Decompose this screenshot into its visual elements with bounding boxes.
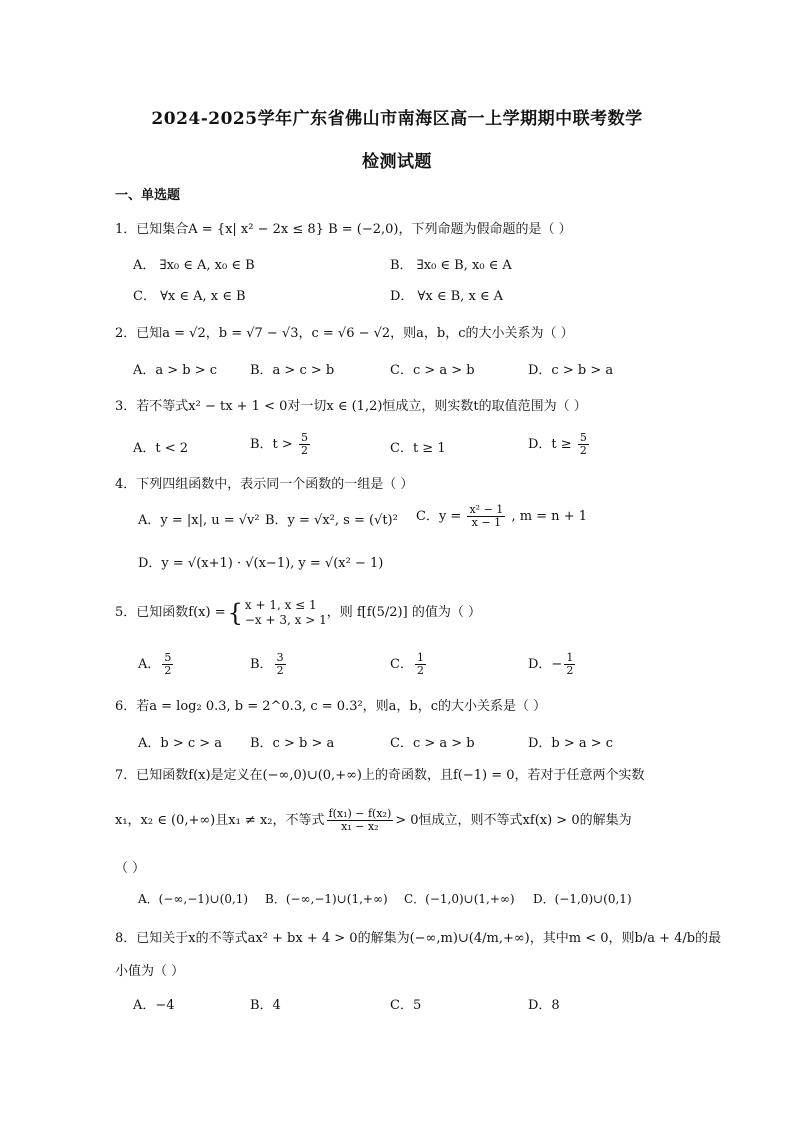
exam-title-line1: 2024-2025学年广东省佛山市南海区高一上学期期中联考数学 — [151, 109, 643, 129]
q5-option-b — [250, 652, 288, 677]
q5-option-a-fraction — [162, 652, 173, 677]
q4-option-c-fraction — [467, 504, 505, 529]
q7-stem-line2 — [115, 808, 632, 833]
q1-option-a: A． ∃x₀ ∈ A, x₀ ∈ B — [133, 258, 255, 273]
q5-option-d-fraction — [564, 652, 575, 677]
fraction-denominator: 2 — [416, 664, 424, 677]
q4-option-c — [416, 504, 587, 529]
q7-stem-line1: 7．已知函数f(x)是定义在(−∞,0)∪(0,+∞)上的奇函数，且f(−1) = 0，若对于任意两个实数 — [115, 768, 645, 783]
fraction-numerator: 5 — [300, 431, 308, 444]
q7-stem-line2-prefix: x₁，x₂ ∈ (0,+∞)且x₁ ≠ x₂，不等式 — [115, 812, 325, 828]
q7-option-c: C．(−1,0)∪(1,+∞) — [404, 892, 515, 906]
q4-option-d: D．y = √(x+1) · √(x−1), y = √(x² − 1) — [138, 556, 384, 571]
q5-stem — [115, 598, 481, 628]
q5-option-c-fraction — [415, 652, 426, 677]
q6-option-d: D．b > a > c — [528, 736, 614, 751]
q7-fraction — [327, 808, 394, 833]
q6-option-a: A．b > c > a — [138, 736, 223, 751]
q4-stem: 4．下列四组函数中，表示同一个函数的一组是（ ） — [115, 477, 414, 492]
q4-option-a: A．y = |x|, u = √v² — [138, 513, 260, 528]
q8-option-c: C．5 — [390, 998, 422, 1013]
q2-option-c: C．c > a > b — [390, 363, 475, 378]
exam-title-line2: 检测试题 — [362, 152, 432, 172]
piecewise-case-1: x + 1, x ≤ 1 — [244, 598, 317, 612]
q5-option-c — [390, 652, 428, 677]
q4-option-c-prefix: C．y = — [416, 509, 462, 524]
q5-option-a-prefix: A． — [138, 657, 161, 672]
q3-option-b — [250, 432, 312, 457]
q6-option-b: B．c > b > a — [250, 736, 335, 751]
q2-option-a: A．a > b > c — [133, 363, 218, 378]
q2-option-b: B．a > c > b — [250, 363, 335, 378]
q8-stem-line1: 8．已知关于x的不等式ax² + bx + 4 > 0的解集为(−∞,m)∪(4/m,+∞)，其中m < 0，则b/a + 4/b的最 — [115, 931, 722, 946]
q8-option-a: A．−4 — [133, 998, 175, 1013]
q3-stem: 3．若不等式x² − tx + 1 < 0对一切x ∈ (1,2)恒成立，则实数t的取值范围为（ ） — [115, 399, 587, 414]
fraction-numerator: 5 — [164, 651, 172, 664]
fraction-numerator: 5 — [579, 431, 587, 444]
q4-option-c-suffix: , m = n + 1 — [511, 509, 587, 524]
q3-option-d-fraction — [578, 432, 589, 457]
q3-option-d-prefix: D．t ≥ — [528, 437, 572, 452]
brace-icon: { — [227, 599, 243, 627]
fraction-numerator: 1 — [416, 651, 424, 664]
q1-option-b: B． ∃x₀ ∈ B, x₀ ∈ A — [390, 258, 512, 273]
q3-option-a: A．t < 2 — [133, 441, 189, 456]
fraction-denominator: 2 — [566, 664, 574, 677]
q1-option-c: C． ∀x ∈ A, x ∈ B — [133, 289, 246, 304]
section-heading: 一、单选题 — [115, 188, 181, 203]
q3-option-b-prefix: B．t > — [250, 437, 293, 452]
q7-stem-line2-suffix: > 0恒成立，则不等式xf(x) > 0的解集为 — [395, 812, 632, 828]
q2-option-d: D．c > b > a — [528, 363, 614, 378]
q8-stem-line2: 小值为（ ） — [115, 964, 185, 979]
fraction-denominator: x − 1 — [471, 516, 502, 529]
piecewise-case-2: −x + 3, x > 1 — [244, 613, 327, 627]
q7-stem-line3: （ ） — [115, 861, 146, 876]
q6-option-c: C．c > a > b — [390, 736, 475, 751]
q7-option-d: D．(−1,0)∪(0,1) — [533, 892, 632, 906]
q1-option-d: D． ∀x ∈ B, x ∈ A — [390, 289, 504, 304]
q2-stem: 2．已知a = √2，b = √7 − √3，c = √6 − √2，则a，b，c的大小关系为（ ） — [115, 326, 574, 341]
q5-stem-prefix: 5．已知函数f(x) = — [115, 605, 226, 620]
q5-option-b-fraction — [275, 652, 286, 677]
fraction-denominator: 2 — [164, 664, 172, 677]
fraction-denominator: x₁ − x₂ — [341, 820, 379, 833]
q7-option-a: A．(−∞,−1)∪(0,1) — [138, 892, 249, 906]
fraction-denominator: 2 — [300, 444, 308, 457]
q5-option-a — [138, 652, 175, 677]
fraction-numerator: f(x₁) − f(x₂) — [328, 807, 392, 820]
fraction-numerator: 3 — [276, 651, 284, 664]
q5-option-b-prefix: B． — [250, 657, 273, 672]
q6-stem: 6．若a = log₂ 0.3, b = 2^0.3, c = 0.3²，则a，b，c的大小关系是（ ） — [115, 699, 547, 714]
piecewise-cases — [245, 598, 327, 628]
q8-option-d: D．8 — [528, 998, 560, 1013]
q5-option-d — [528, 652, 577, 677]
q4-option-b: B．y = √x², s = (√t)² — [265, 513, 398, 528]
q3-option-c: C．t ≥ 1 — [390, 441, 446, 456]
q7-option-b: B．(−∞,−1)∪(1,+∞) — [265, 892, 388, 906]
fraction-numerator: 1 — [566, 651, 574, 664]
fraction-denominator: 2 — [579, 444, 587, 457]
q3-option-d — [528, 432, 591, 457]
q1-stem: 1．已知集合A = {x| x² − 2x ≤ 8} B = (−2,0)，下列命题为假命题的是（ ） — [115, 222, 572, 237]
q5-option-d-prefix: D．− — [528, 657, 563, 672]
fraction-numerator: x² − 1 — [469, 503, 504, 516]
fraction-denominator: 2 — [276, 664, 284, 677]
q8-option-b: B．4 — [250, 998, 281, 1013]
q3-option-b-fraction — [299, 432, 310, 457]
q5-option-c-prefix: C． — [390, 657, 413, 672]
q5-stem-suffix: ，则 f[f(5/2)] 的值为（ ） — [326, 605, 481, 620]
